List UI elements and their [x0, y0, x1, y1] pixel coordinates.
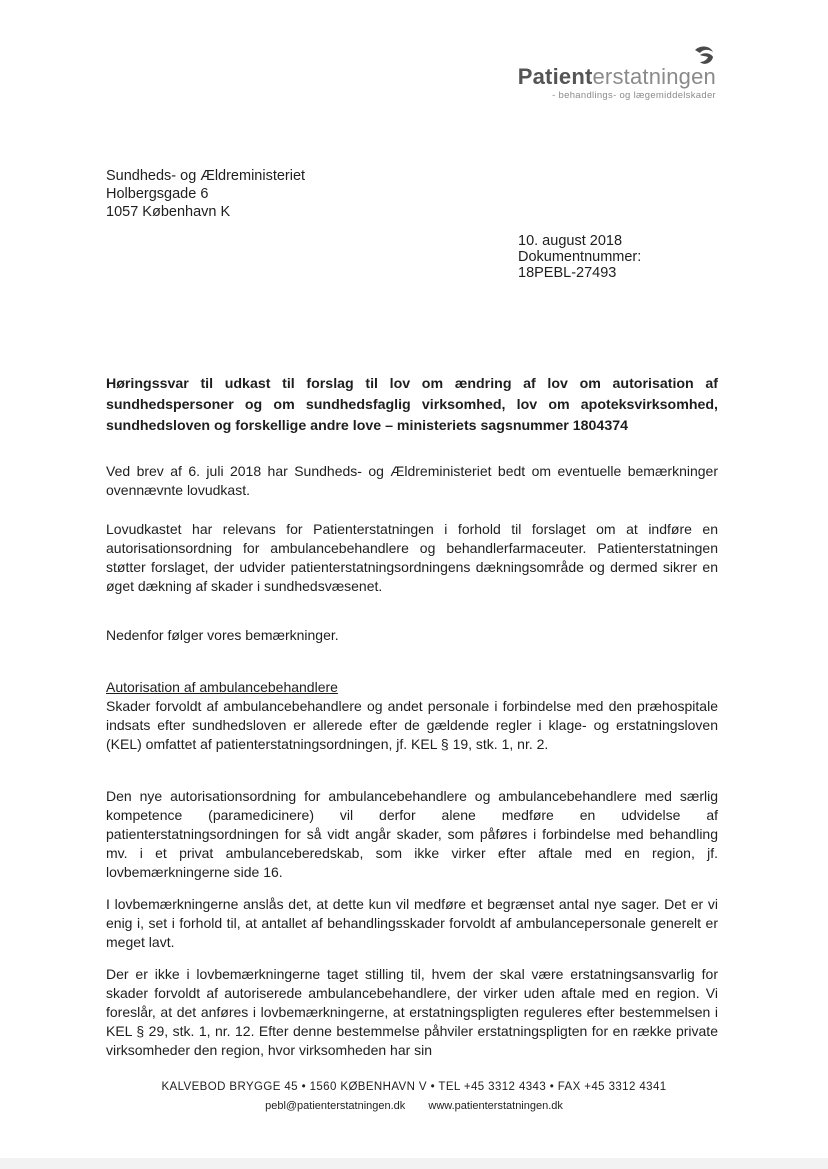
recipient-line-3: 1057 København K: [106, 204, 231, 220]
footer-address: KALVEBOD BRYGGE 45 • 1560 KØBENHAVN V • TEL +45 3312 4343 • FAX +45 3312 4341: [161, 1081, 667, 1093]
patienterstatningen-logo: [476, 44, 716, 104]
page-bottom-edge: [0, 1158, 828, 1169]
recipient-address: [106, 167, 305, 221]
paragraph-new-scheme: Den nye autorisationsordning for ambulancebehandlere og ambulancebehandlere med særlig kompetence (paramedicinere) vil derfor alene medføre en udvidelse af patienterstatningsordningen for så vidt angår skader, som påføres i forbindelse med behandling mv. i et privat ambulanceberedskab, som ikke virker efter aftale med en region, jf. lovbemærkningerne side 16.: [106, 788, 718, 880]
paragraph-current-rules: Skader forvoldt af ambulancebehandlere og andet personale i forbindelse med den præhospitale indsats efter sundhedsloven er allerede efter de gældende regler i klage- og erstatningsloven (KEL) omfattet af patienterstatningsordningen, jf. KEL § 19, stk. 1, nr. 2.: [106, 698, 718, 752]
paragraph-liability: Der er ikke i lovbemærkningerne taget stilling til, hvem der skal være erstatningsansvarlig for skader forvoldt af autoriserede ambulancebehandlere, der virker uden aftale med en region. Vi foreslår, at det anføres i lovbemærkningerne, at erstatningspligten reguleres efter bestemmelsen i KEL § 29, stk. 1, nr. 12. Efter denne bestemmelse påhviler erstatningspligten for en række private virksomheder den region, hvor virksomheden har sin: [106, 966, 718, 1058]
logo-wordmark: Patienterstatningen: [517, 64, 716, 89]
logo-tagline: - behandlings- og lægemiddelskader: [552, 90, 716, 101]
paragraph-remarks-intro: Nedenfor følger vores bemærkninger.: [106, 627, 339, 643]
document-number: 18PEBL-27493: [518, 265, 617, 281]
paragraph-relevance: Lovudkastet har relevans for Patienterstatningen i forhold til forslaget om at indføre en autorisationsordning for ambulancebehandlere og behandlerfarmaceuter. Patienterstatningen støtter forslaget, der udvider patienterstatningsordningens dækningsområde og dermed sikrer en øget dækning af skader i sundhedsvæsenet.: [106, 521, 718, 594]
letter-meta: [518, 233, 641, 281]
footer-website: www.patienterstatningen.dk: [428, 1100, 563, 1112]
section-heading: Autorisation af ambulancebehandlere: [106, 679, 338, 695]
recipient-line-2: Holbergsgade 6: [106, 186, 209, 202]
document-number-label: Dokumentnummer:: [518, 249, 642, 265]
footer-contact: [0, 1100, 828, 1112]
letter-title: Høringssvar til udkast til forslag til lov om ændring af lov om autorisation af sundhedspersoner og om sundhedsfaglig virksomhed, lov om apoteksvirksomhed, sundhedsloven og forskellige andre love – ministeriets sagsnummer 1804374: [106, 376, 718, 434]
footer-email: pebl@patienterstatningen.dk: [265, 1100, 406, 1112]
paragraph-estimate: I lovbemærkningerne anslås det, at dette kun vil medføre et begrænset antal nye sager. Det er vi enig i, set i forhold til, at antallet af behandlingsskader forvoldt af ambulancepersonale generelt er meget lavt.: [106, 896, 718, 950]
letter-date: 10. august 2018: [518, 233, 623, 249]
recipient-line-1: Sundheds- og Ældreministeriet: [106, 168, 306, 184]
paragraph-intro: Ved brev af 6. juli 2018 har Sundheds- og Ældreministeriet bedt om eventuelle bemærkninger ovennævnte lovudkast.: [106, 463, 718, 498]
